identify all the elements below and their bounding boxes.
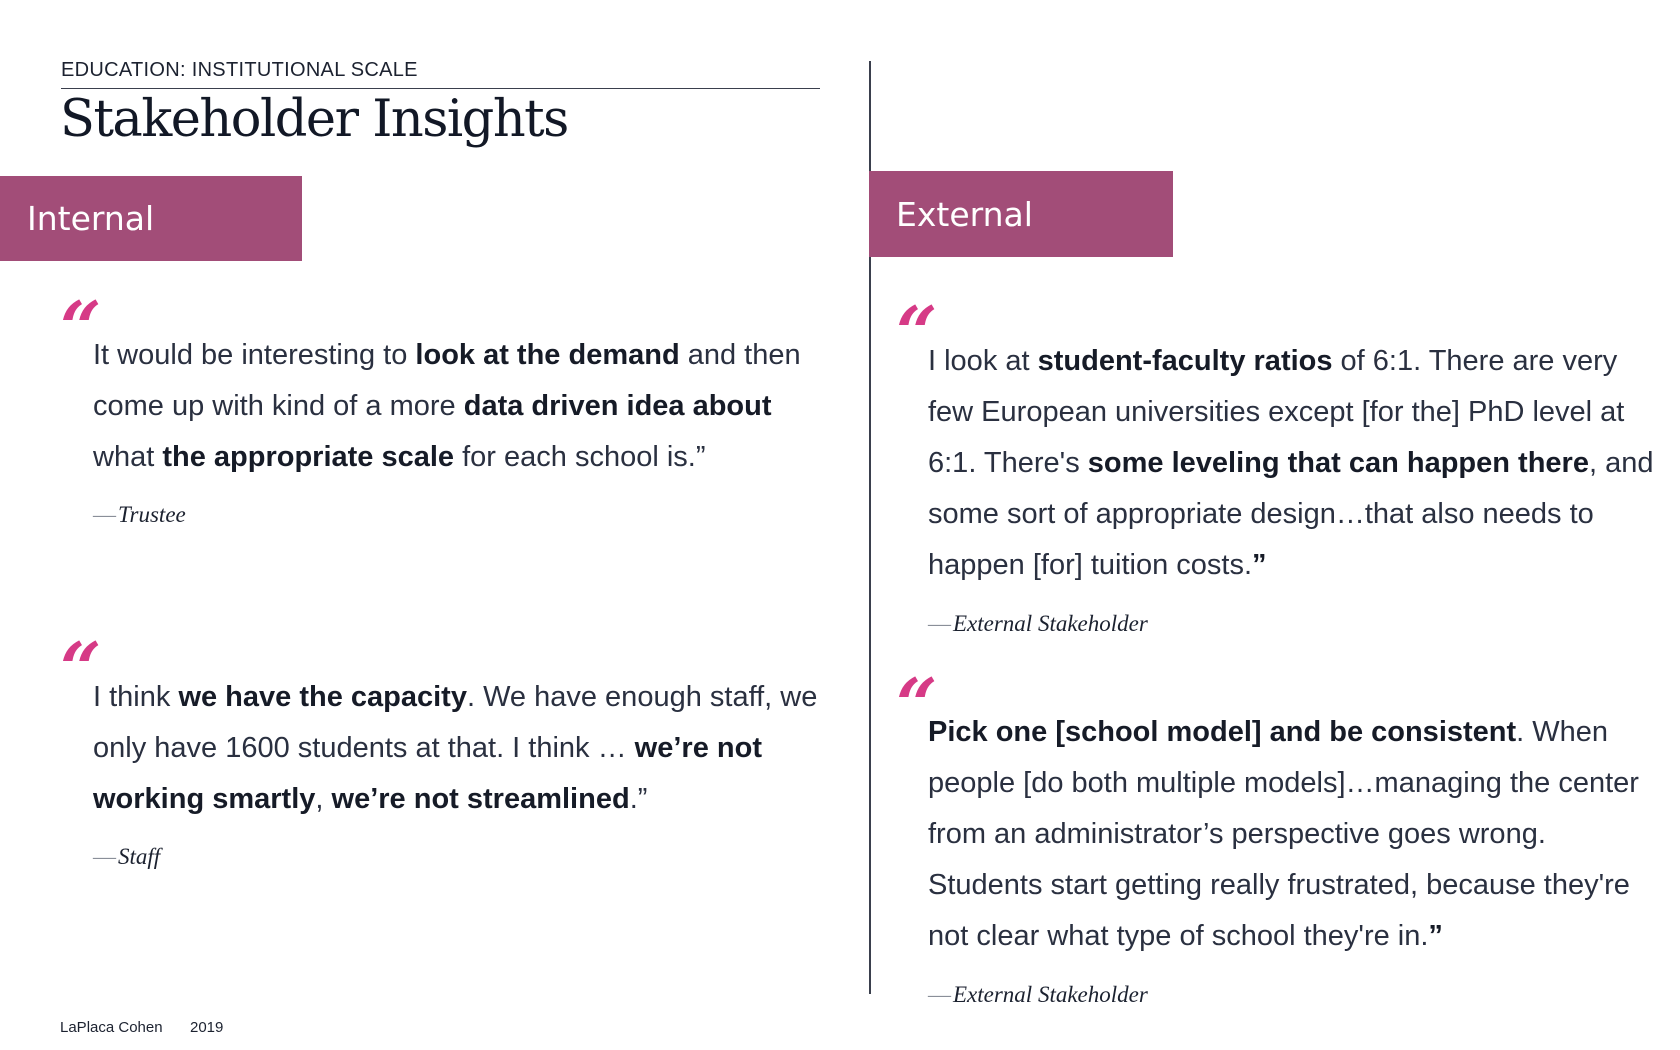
- quote-emphasis: some leveling that can happen there: [1087, 447, 1589, 479]
- attribution-dash: —: [93, 844, 116, 869]
- quote-attribution-staff: [93, 844, 160, 870]
- quote-text-staff: [93, 672, 831, 825]
- quote-attribution-trustee: [93, 502, 186, 528]
- quote-segment: I look at: [928, 345, 1038, 377]
- quote-attribution-external-1: [928, 611, 1148, 637]
- section-tab-external: [869, 171, 1173, 257]
- footer-year: 2019: [190, 1019, 224, 1036]
- quote-mark-icon: “: [896, 662, 938, 747]
- quote-emphasis: we’re not streamlined: [331, 783, 630, 815]
- quote-mark-icon: “: [896, 290, 938, 375]
- quote-mark-icon: “: [60, 626, 102, 711]
- quote-segment: .”: [629, 783, 648, 815]
- quote-segment: . We have enough staff, we only have 1600 students at that. I think …: [93, 681, 818, 764]
- quote-segment: for each school is.”: [454, 441, 706, 473]
- quote-emphasis: the appropriate scale: [162, 441, 455, 473]
- quote-mark-icon: “: [60, 285, 102, 370]
- attribution-name: External Stakeholder: [953, 982, 1148, 1007]
- quote-segment: ,: [315, 783, 332, 815]
- quote-text-trustee: [93, 330, 831, 483]
- quote-emphasis: we’re not working smartly: [93, 732, 762, 815]
- section-tab-external-label: External: [896, 194, 1033, 234]
- attribution-name: Trustee: [118, 502, 186, 527]
- quote-emphasis: data driven idea about: [463, 390, 772, 422]
- quote-emphasis: Pick one [school model] and be consistent: [928, 716, 1517, 748]
- quote-text-external-2: [928, 707, 1668, 962]
- quote-attribution-external-2: [928, 982, 1148, 1008]
- quote-segment: of 6:1. There are very few European universities except [for the] PhD level at 6:1. There's: [928, 345, 1625, 479]
- quote-segment: what: [93, 441, 163, 473]
- section-tab-internal-label: Internal: [27, 199, 155, 238]
- attribution-name: Staff: [118, 844, 161, 869]
- quote-emphasis: ”: [1252, 549, 1267, 581]
- attribution-dash: —: [93, 502, 116, 527]
- quote-text-external-1: [928, 336, 1668, 591]
- quote-segment: I think: [93, 681, 179, 713]
- quote-emphasis: student-faculty ratios: [1037, 345, 1333, 377]
- quote-segment: and then come up with kind of a more: [93, 339, 801, 422]
- footer-company: LaPlaca Cohen: [60, 1019, 163, 1036]
- quote-emphasis: look at the demand: [415, 339, 680, 371]
- attribution-dash: —: [928, 982, 951, 1007]
- quote-segment: , and some sort of appropriate design…that also needs to happen [for] tuition costs.: [928, 447, 1654, 581]
- attribution-dash: —: [928, 611, 951, 636]
- quote-segment: . When people [do both multiple models]…managing the center from an administrator’s perspective goes wrong. Students start getting really frustrated, because they're not clear what type of school they're in.: [928, 716, 1639, 952]
- quote-emphasis: ”: [1428, 920, 1443, 952]
- quote-emphasis: we have the capacity: [178, 681, 467, 713]
- section-eyebrow: EDUCATION: INSTITUTIONAL SCALE: [61, 59, 820, 89]
- attribution-name: External Stakeholder: [953, 611, 1148, 636]
- page-title: Stakeholder Insights: [60, 90, 568, 149]
- quote-segment: It would be interesting to: [93, 339, 416, 371]
- section-tab-internal: [0, 176, 302, 261]
